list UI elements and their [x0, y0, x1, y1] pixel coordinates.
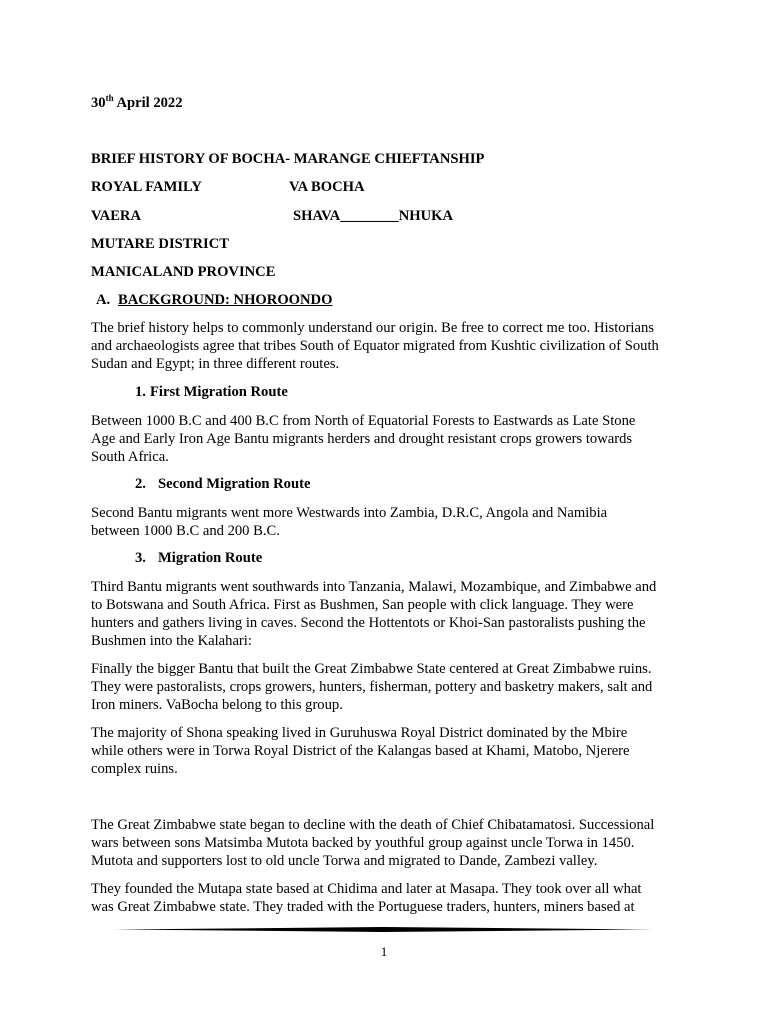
route2-number: 2.: [135, 476, 146, 492]
route1-paragraph: [91, 412, 691, 466]
majority-line: complex ruins.: [91, 761, 178, 777]
mutapa-paragraph: [91, 880, 691, 916]
intro-line: The brief history helps to commonly understand our origin. Be free to correct me too. Historians: [91, 320, 654, 336]
route3-number: 3.: [135, 550, 146, 566]
route1-number: 1.: [135, 384, 146, 400]
section-letter: A.: [96, 292, 111, 308]
decline-line: Mutota and supporters lost to old uncle Torwa and migrated to Dande, Zambezi valley.: [91, 853, 598, 869]
royal-family-value: VA BOCHA: [289, 179, 365, 195]
vaera-label: VAERA: [91, 208, 142, 224]
route3-line: to Botswana and South Africa. First as Bushmen, San people with click language. They were: [91, 597, 634, 613]
page-number: 1: [380, 944, 388, 959]
route2-title: Second Migration Route: [158, 476, 311, 492]
footer-divider: [114, 927, 654, 932]
document-date: 30th April 2022: [91, 93, 183, 111]
district: MUTARE DISTRICT: [91, 236, 229, 252]
route1-line: Between 1000 B.C and 400 B.C from North of Equatorial Forests to Eastwards as Late Stone: [91, 413, 636, 429]
intro-line: Sudan and Egypt; in three different routes.: [91, 356, 340, 372]
majority-line: The majority of Shona speaking lived in Guruhuswa Royal District dominated by the Mbire: [91, 725, 628, 741]
intro-paragraph: [91, 319, 691, 373]
decline-line: wars between sons Matsimba Mutota backed by youthful group against uncle Torwa in 1450.: [91, 835, 635, 851]
route3-title: Migration Route: [158, 550, 263, 566]
royal-family-label: ROYAL FAMILY: [91, 179, 202, 195]
mutapa-line: was Great Zimbabwe state. They traded with the Portuguese traders, hunters, miners based at: [91, 899, 635, 915]
route3-line: hunters and gathers living in caves. Second the Hottentots or Khoi-San pastoralists pushing the: [91, 615, 646, 631]
finally-line: They were pastoralists, crops growers, hunters, fisherman, pottery and basketry makers, salt and: [91, 679, 653, 695]
route2-paragraph: [91, 504, 691, 540]
route1-title: First Migration Route: [150, 384, 288, 400]
finally-line: Iron miners. VaBocha belong to this group.: [91, 697, 343, 713]
vaera-value: SHAVA________NHUKA: [293, 208, 454, 224]
finally-line: Finally the bigger Bantu that built the Great Zimbabwe State centered at Great Zimbabwe ruins.: [91, 661, 652, 677]
route2-line: Second Bantu migrants went more Westwards into Zambia, D.R.C, Angola and Namibia: [91, 505, 608, 521]
finally-paragraph: [91, 660, 691, 714]
decline-paragraph: [91, 816, 691, 870]
route2-line: between 1000 B.C and 200 B.C.: [91, 523, 280, 539]
route3-line: Third Bantu migrants went southwards into Tanzania, Malawi, Mozambique, and Zimbabwe and: [91, 579, 657, 595]
decline-line: The Great Zimbabwe state began to decline with the death of Chief Chibatamatosi. Successional: [91, 817, 655, 833]
document-title: BRIEF HISTORY OF BOCHA- MARANGE CHIEFTANSHIP: [91, 151, 485, 167]
route1-line: South Africa.: [91, 449, 169, 465]
intro-line: and archaeologists agree that tribes South of Equator migrated from Kushtic civilization of South: [91, 338, 659, 354]
province: MANICALAND PROVINCE: [91, 264, 276, 280]
route3-line: Bushmen into the Kalahari:: [91, 633, 252, 649]
majority-line: while others were in Torwa Royal District of the Kalangas based at Khami, Matobo, Njerere: [91, 743, 630, 759]
route1-line: Age and Early Iron Age Bantu migrants herders and drought resistant crops growers towards: [91, 431, 633, 447]
route3-paragraph: [91, 578, 691, 650]
section-title: BACKGROUND: NHOROONDO: [118, 292, 333, 308]
mutapa-line: They founded the Mutapa state based at Chidima and later at Masapa. They took over all what: [91, 881, 642, 897]
majority-paragraph: [91, 724, 691, 778]
